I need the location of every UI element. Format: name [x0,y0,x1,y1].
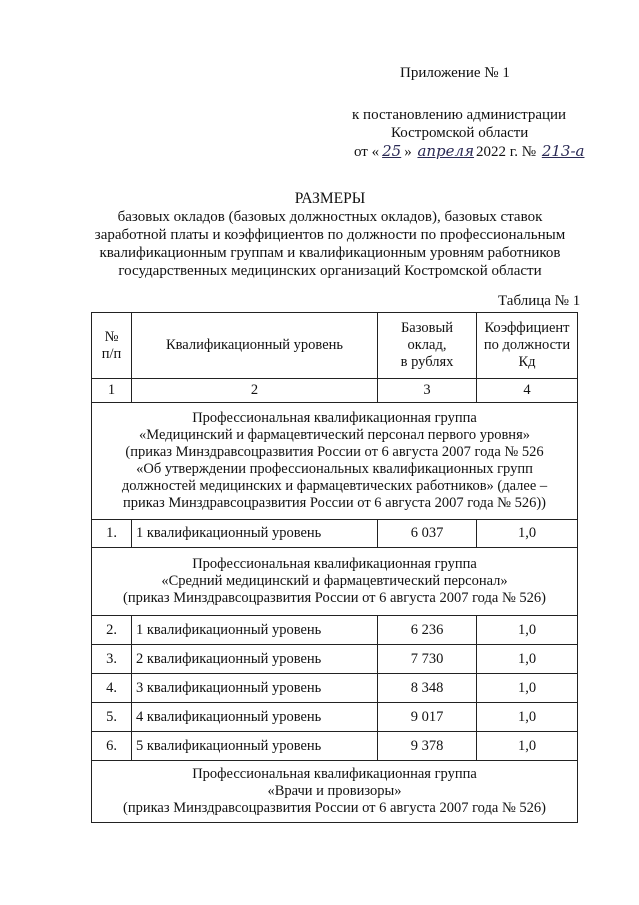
table-row [92,732,578,761]
group-header-row [92,548,578,616]
row-number: 2. [92,616,132,645]
table-row [92,520,578,548]
appendix-decree-line: к постановлению администрации [352,107,567,123]
row-number: 5. [92,703,132,732]
appendix-title: Приложение № 1 [400,65,510,81]
date-day-handwritten: 25 [382,142,402,160]
row-coefficient: 1,0 [477,645,578,674]
group-description: Профессиональная квалификационная группа «Врачи и провизоры» (приказ Минздравсоцразвития России от 6 августа 2007 года № 526) [92,761,578,823]
date-year: 2022 г. № [476,144,537,160]
row-number: 4. [92,674,132,703]
document-title: РАЗМЕРЫ [294,190,366,207]
row-level: 1 квалификационный уровень [132,520,378,548]
row-level: 1 квалификационный уровень [132,616,378,645]
heading-line-1: базовых окладов (базовых должностных окладов), базовых ставок [117,209,543,225]
table-row [92,703,578,732]
heading-line-2: заработной платы и коэффициентов по должности по профессиональным [94,227,566,243]
header-salary: Базовый оклад, в рублях [378,313,477,379]
row-salary: 6 236 [378,616,477,645]
column-number: 3 [378,379,477,403]
column-number: 4 [477,379,578,403]
row-salary: 8 348 [378,674,477,703]
row-number: 1. [92,520,132,548]
appendix-region-line: Костромской области [391,125,529,141]
header-coefficient: Коэффициент по должности Кд [477,313,578,379]
row-level: 4 квалификационный уровень [132,703,378,732]
row-number: 3. [92,645,132,674]
row-coefficient: 1,0 [477,520,578,548]
group-description: Профессиональная квалификационная группа «Средний медицинский и фармацевтический персонал» (приказ Минздравсоцразвития России от 6 августа 2007 года № 526) [92,548,578,616]
row-number: 6. [92,732,132,761]
row-salary: 9 378 [378,732,477,761]
heading-line-4: государственных медицинских организаций Костромской области [118,263,542,279]
table-header-row [92,313,578,379]
column-number: 1 [92,379,132,403]
column-number-row [92,379,578,403]
row-salary: 6 037 [378,520,477,548]
table-row [92,645,578,674]
group-description: Профессиональная квалификационная группа «Медицинский и фармацевтический персонал первого уровня» (приказ Минздравсоцразвития России от 6 августа 2007 года № 526 «Об утверждении профессиональных квалификационных групп должностей медицинских и фармацевтических работников» (далее – приказ Минздравсоцразвития России от 6 августа 2007 года № 526)) [92,403,578,520]
appendix-date-line [354,142,584,162]
row-coefficient: 1,0 [477,703,578,732]
date-prefix: от « [354,144,380,160]
date-quote-close: » [404,144,412,160]
row-coefficient: 1,0 [477,732,578,761]
row-salary: 9 017 [378,703,477,732]
date-month-handwritten: апреля [417,142,475,160]
table-row [92,616,578,645]
group-header-row [92,403,578,520]
row-coefficient: 1,0 [477,616,578,645]
row-level: 5 квалификационный уровень [132,732,378,761]
table-row [92,674,578,703]
row-salary: 7 730 [378,645,477,674]
header-level: Квалификационный уровень [132,313,378,379]
row-coefficient: 1,0 [477,674,578,703]
column-number: 2 [132,379,378,403]
decree-number-handwritten: 213-а [541,142,585,160]
salary-table [91,312,578,823]
table-label: Таблица № 1 [498,293,581,309]
row-level: 3 квалификационный уровень [132,674,378,703]
row-level: 2 квалификационный уровень [132,645,378,674]
header-number: № п/п [92,313,132,379]
heading-line-3: квалификационным группам и квалификационным уровням работников [99,245,561,261]
group-header-row [92,761,578,823]
